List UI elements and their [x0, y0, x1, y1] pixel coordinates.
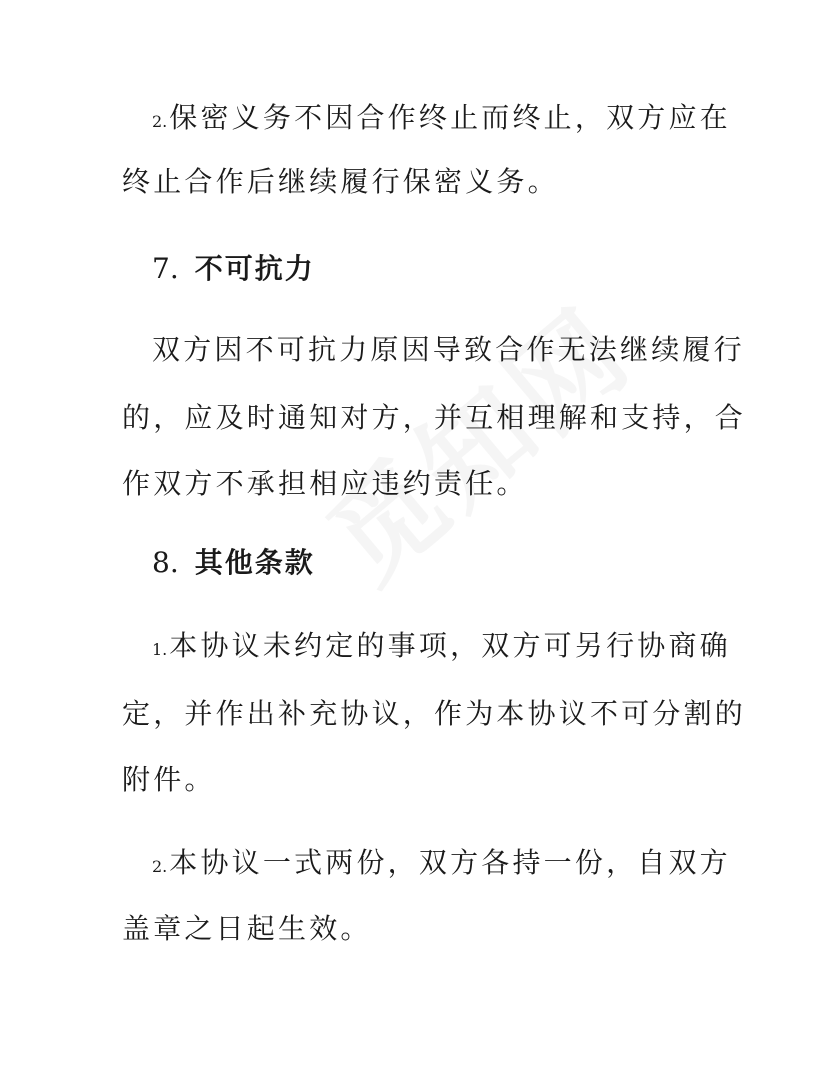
- paragraph-line: [152, 847, 731, 883]
- section-title: 不可抗力: [194, 252, 315, 285]
- paragraph-line: 作双方不承担相应违约责任。: [122, 467, 528, 500]
- paragraph-line: 定，并作出补充协议，作为本协议不可分割的: [122, 697, 747, 730]
- section-heading-7: [152, 253, 315, 285]
- watermark: [290, 267, 658, 612]
- paragraph-line: 盖章之日起生效。: [122, 912, 372, 945]
- section-title: 其他条款: [194, 546, 315, 579]
- list-number: 1.: [152, 640, 168, 659]
- paragraph-line: 双方因不可抗力原因导致合作无法继续履行: [152, 333, 745, 366]
- paragraph-text: 保密义务不因合作终止而终止，双方应在: [169, 101, 731, 134]
- paragraph-line: [152, 630, 731, 666]
- section-number: 7.: [152, 252, 179, 285]
- section-number: 8.: [152, 546, 179, 579]
- list-number: 2.: [152, 857, 168, 876]
- section-heading-8: [152, 547, 315, 579]
- paragraph-text: 本协议一式两份，双方各持一份，自双方: [169, 846, 731, 879]
- list-number: 2.: [152, 112, 168, 131]
- paragraph-line: 的，应及时通知对方，并互相理解和支持，合: [122, 401, 747, 434]
- paragraph-text: 本协议未约定的事项，双方可另行协商确: [169, 629, 731, 662]
- paragraph-line: 附件。: [122, 763, 216, 796]
- paragraph-line: [152, 102, 731, 138]
- paragraph-line: 终止合作后继续履行保密义务。: [122, 165, 559, 198]
